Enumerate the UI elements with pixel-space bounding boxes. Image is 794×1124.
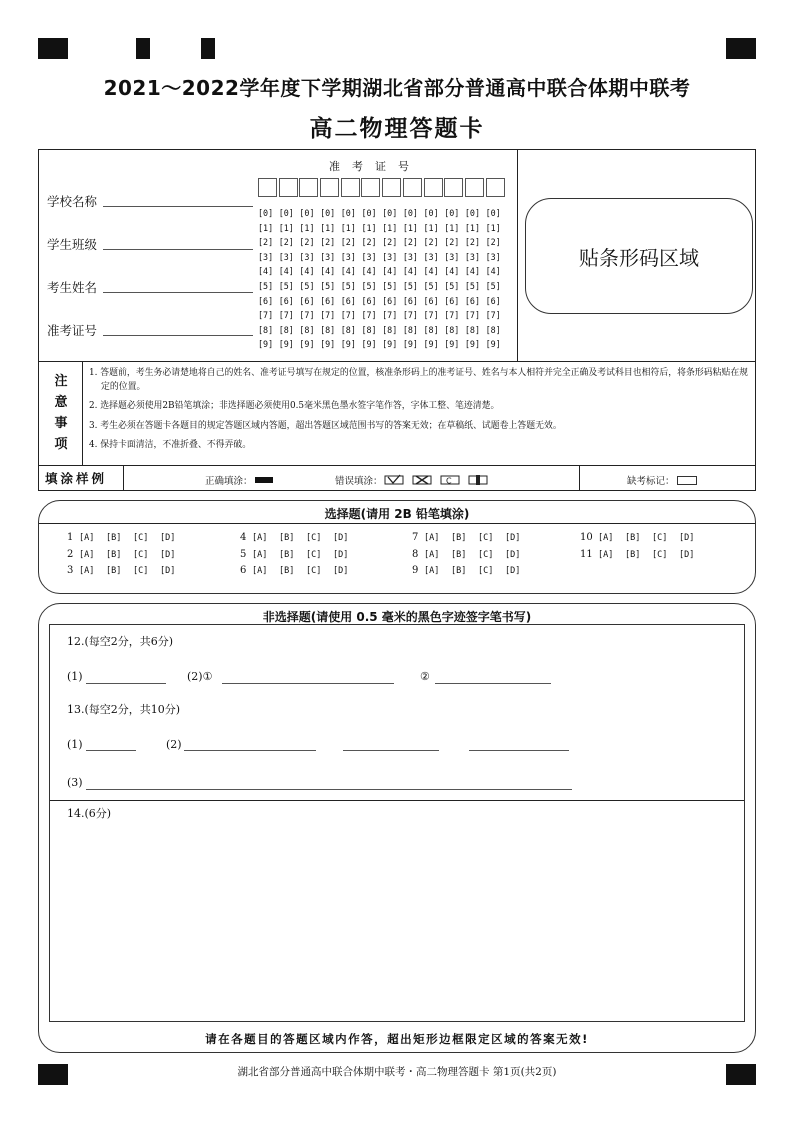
choice-question-number: 7 [412, 532, 419, 543]
digit-bubble[interactable]: [5] [278, 280, 294, 291]
digit-bubble[interactable]: [7] [278, 310, 294, 321]
choice-question-number: 5 [240, 548, 247, 560]
card-title: 高二物理答题卡 [309, 116, 485, 142]
digit-bubble[interactable]: [5] [423, 280, 439, 291]
digit-bubble[interactable]: [9] [278, 339, 294, 350]
digit-bubble[interactable]: [0] [320, 208, 336, 218]
student-name-field[interactable] [47, 278, 97, 296]
digit-bubble[interactable]: [6] [299, 295, 315, 306]
choice-column-4[interactable] [580, 530, 706, 563]
digit-bubble[interactable]: [0] [423, 208, 439, 218]
alignment-mark-top-right [726, 38, 756, 59]
digit-bubble[interactable]: [2] [258, 237, 274, 248]
digit-bubble[interactable]: [6] [361, 295, 377, 306]
digit-bubble[interactable]: [2] [485, 237, 501, 248]
digit-bubble[interactable]: [9] [299, 339, 315, 350]
student-class-field[interactable] [47, 235, 97, 253]
choice-question-number: 8 [412, 548, 419, 560]
choice-option-bubble[interactable]: [D] [679, 549, 695, 560]
choice-option-bubble[interactable]: [C] [652, 533, 668, 543]
alignment-mark-top-left [38, 38, 68, 59]
exam-number-digit-row [258, 279, 506, 294]
choice-option-bubble[interactable]: [D] [333, 566, 349, 576]
digit-bubble[interactable]: [4] [402, 266, 418, 277]
choice-option-bubble[interactable]: [C] [478, 533, 494, 543]
digit-bubble[interactable]: [8] [402, 324, 418, 335]
q13-part1-label: (1) [67, 738, 83, 751]
divider [39, 465, 755, 466]
exam-number-field[interactable] [47, 321, 97, 339]
answer-area-warning: 请在各题目的答题区域内作答，超出矩形边框限定区域的答案无效! [205, 1032, 589, 1046]
digit-bubble[interactable]: [1] [444, 222, 460, 233]
choice-question-number: 1 [67, 532, 74, 543]
digit-bubble[interactable]: [3] [299, 251, 315, 262]
digit-bubble[interactable]: [2] [402, 237, 418, 248]
digit-bubble[interactable]: [9] [258, 339, 274, 350]
digit-bubble[interactable]: [0] [464, 208, 481, 218]
choice-option-bubble[interactable]: [D] [679, 533, 695, 543]
digit-bubble[interactable]: [7] [382, 310, 398, 321]
digit-bubble[interactable]: [8] [485, 324, 501, 335]
digit-bubble[interactable]: [4] [340, 266, 356, 277]
school-name-label: 学校名称 [47, 194, 98, 209]
exam-number-label: 准考证号 [47, 323, 98, 338]
header-box [38, 149, 756, 491]
divider [50, 800, 744, 801]
choice-option-bubble[interactable]: [A] [252, 566, 268, 576]
choice-option-bubble[interactable]: [B] [106, 549, 122, 560]
digit-bubble[interactable]: [4] [444, 266, 460, 277]
digit-bubble[interactable]: [4] [258, 266, 274, 277]
q12-part3-label: ② [420, 670, 430, 683]
digit-bubble[interactable]: [6] [402, 295, 418, 306]
choice-option-bubble[interactable]: [A] [252, 533, 268, 543]
digit-bubble[interactable]: [2] [464, 237, 481, 248]
choice-option-bubble[interactable]: [D] [333, 549, 349, 560]
absent-mark-box[interactable] [677, 476, 697, 485]
digit-bubble[interactable]: [3] [361, 251, 377, 262]
notice-item: 4. 保持卡面清洁，不准折叠、不得弄破。 [89, 440, 252, 450]
digit-bubble[interactable]: [0] [340, 208, 356, 218]
exam-number-digit-box[interactable] [299, 178, 318, 197]
digit-bubble[interactable]: [7] [444, 310, 460, 321]
choice-option-bubble[interactable]: [B] [279, 566, 295, 576]
exam-number-digit-row [258, 308, 506, 323]
choice-question-row [67, 563, 187, 580]
digit-bubble[interactable]: [2] [320, 237, 336, 248]
choice-option-bubble[interactable]: [A] [424, 549, 440, 560]
digit-bubble[interactable]: [7] [423, 310, 439, 321]
choice-option-bubble[interactable]: [D] [160, 566, 176, 576]
digit-bubble[interactable]: [9] [361, 339, 377, 350]
digit-bubble[interactable]: [0] [444, 208, 460, 218]
digit-bubble[interactable]: [9] [402, 339, 418, 350]
choice-question-number: 9 [412, 565, 419, 576]
digit-bubble[interactable]: [3] [382, 251, 398, 262]
q13-part3-label: (3) [67, 776, 83, 789]
choice-option-bubble[interactable]: [B] [106, 533, 122, 543]
choice-option-bubble[interactable]: [D] [505, 549, 521, 560]
nonchoice-section-title: 非选择题(请使用 0.5 毫米的黑色字迹签字笔书写) [262, 610, 532, 624]
exam-number-digit-row [258, 264, 506, 279]
digit-bubble[interactable]: [7] [485, 310, 501, 321]
digit-bubble[interactable]: [9] [444, 339, 460, 350]
q12-part1-blank[interactable] [86, 683, 166, 684]
digit-bubble[interactable]: [8] [423, 324, 439, 335]
q14-answer-area[interactable] [56, 822, 738, 1014]
digit-bubble[interactable]: [8] [320, 324, 336, 335]
exam-number-digit-box[interactable] [424, 178, 443, 197]
digit-bubble[interactable]: [8] [361, 324, 377, 335]
choice-option-bubble[interactable]: [D] [160, 533, 176, 543]
digit-bubble[interactable]: [8] [340, 324, 356, 335]
choice-option-bubble[interactable]: [C] [133, 533, 149, 543]
choice-option-bubble[interactable]: [D] [333, 533, 349, 543]
q13-heading: 13.(每空2分，共10分) [67, 703, 181, 716]
wrong-fill-label: 错误填涂： [335, 476, 383, 487]
digit-bubble[interactable]: [9] [485, 339, 501, 350]
choice-question-number: 3 [67, 565, 74, 576]
digit-bubble[interactable]: [7] [258, 310, 274, 321]
divider [123, 465, 124, 490]
digit-bubble[interactable]: [0] [402, 208, 418, 218]
digit-bubble[interactable]: [3] [278, 251, 294, 262]
digit-bubble[interactable]: [5] [382, 280, 398, 291]
q13-part3-blank[interactable] [86, 789, 572, 790]
digit-bubble[interactable]: [4] [361, 266, 377, 277]
choice-option-bubble[interactable]: [B] [451, 566, 467, 576]
digit-bubble[interactable]: [2] [444, 237, 460, 248]
q13-part2-label: (2) [166, 738, 182, 751]
choice-option-bubble[interactable]: [C] [478, 549, 494, 560]
exam-number-bubble-grid[interactable] [258, 206, 506, 352]
digit-bubble[interactable]: [9] [340, 339, 356, 350]
choice-column-1[interactable] [67, 530, 187, 580]
fill-example-label: 填涂样例 [45, 471, 108, 486]
exam-number-digit-row [258, 337, 506, 352]
digit-bubble[interactable]: [7] [320, 310, 336, 321]
choice-question-number: 11 [580, 548, 593, 560]
notice-label [39, 363, 83, 463]
exam-number-digit-row [258, 323, 506, 338]
exam-number-digit-box[interactable] [465, 178, 484, 197]
divider [517, 150, 518, 361]
digit-bubble[interactable]: [6] [382, 295, 398, 306]
digit-bubble[interactable]: [1] [423, 222, 439, 233]
choice-option-bubble[interactable]: [C] [306, 533, 322, 543]
exam-number-digit-row [258, 221, 506, 236]
digit-bubble[interactable]: [9] [320, 339, 336, 350]
q12-part1-label: (1) [67, 670, 83, 683]
digit-bubble[interactable]: [3] [464, 251, 481, 262]
choice-question-row [412, 547, 532, 564]
digit-bubble[interactable]: [3] [485, 251, 501, 262]
digit-bubble[interactable]: [0] [258, 208, 274, 218]
digit-bubble[interactable]: [3] [423, 251, 439, 262]
digit-bubble[interactable]: [0] [278, 208, 294, 218]
digit-bubble[interactable]: [7] [340, 310, 356, 321]
q12-part2-blank[interactable] [222, 683, 394, 684]
digit-bubble[interactable]: [1] [278, 222, 294, 233]
digit-bubble[interactable]: [1] [361, 222, 377, 233]
digit-bubble[interactable]: [5] [485, 280, 501, 291]
choice-question-row [67, 530, 187, 547]
digit-bubble[interactable]: [6] [278, 295, 294, 306]
choice-option-bubble[interactable]: [B] [625, 533, 641, 543]
digit-bubble[interactable]: [0] [361, 208, 377, 218]
digit-bubble[interactable]: [7] [464, 310, 481, 321]
divider [39, 523, 755, 524]
digit-bubble[interactable]: [3] [258, 251, 274, 262]
notice-item: 1. 答题前，考生务必请楚地将自己的姓名、准考证号填写在规定的位置，核准条形码上的准考证号、姓名与本人相符并完全正确及考试科目也相符后，将条形码粘贴在规定的位置。 [89, 368, 749, 392]
digit-bubble[interactable]: [9] [423, 339, 439, 350]
digit-bubble[interactable]: [0] [382, 208, 398, 218]
digit-bubble[interactable]: [6] [258, 295, 274, 306]
exam-number-digit-row [258, 235, 506, 250]
digit-bubble[interactable]: [4] [485, 266, 501, 277]
choice-option-bubble[interactable]: [C] [133, 549, 149, 560]
choice-option-bubble[interactable]: [B] [279, 533, 295, 543]
choice-option-bubble[interactable]: [C] [133, 566, 149, 576]
digit-bubble[interactable]: [0] [485, 208, 501, 218]
exam-title: 2021～2022学年度下学期湖北省部分普通高中联合体期中联考 [103, 76, 691, 100]
choice-question-row [240, 530, 360, 547]
digit-bubble[interactable]: [4] [464, 266, 481, 277]
digit-bubble[interactable]: [5] [444, 280, 460, 291]
digit-bubble[interactable]: [9] [382, 339, 398, 350]
choice-question-row [67, 547, 187, 564]
filled-bubble-icon [255, 477, 273, 483]
digit-bubble[interactable]: [5] [340, 280, 356, 291]
digit-bubble[interactable]: [2] [423, 237, 439, 248]
digit-bubble[interactable]: [4] [423, 266, 439, 277]
digit-bubble[interactable]: [6] [485, 295, 501, 306]
choice-question-row [240, 547, 360, 564]
alignment-mark-top-3 [201, 38, 215, 59]
notice-item: 2. 选择题必须使用2B铅笔填涂；非选择题必须使用0.5毫米黑色墨水签字笔作答，字体工整、笔迹清楚。 [89, 401, 500, 411]
digit-bubble[interactable]: [1] [340, 222, 356, 233]
digit-bubble[interactable]: [2] [340, 237, 356, 248]
q13-part2-blank-1[interactable] [184, 750, 316, 751]
digit-bubble[interactable]: [3] [444, 251, 460, 262]
digit-bubble[interactable]: [6] [423, 295, 439, 306]
choice-option-bubble[interactable]: [A] [252, 549, 268, 560]
choice-question-number: 4 [240, 532, 247, 543]
digit-bubble[interactable]: [4] [299, 266, 315, 277]
choice-option-bubble[interactable]: [B] [106, 566, 122, 576]
choice-option-bubble[interactable]: [D] [505, 533, 521, 543]
choice-column-2[interactable] [240, 530, 360, 580]
wrong-fill-icons [383, 474, 493, 486]
choice-option-bubble[interactable]: [C] [652, 549, 668, 560]
choice-column-3[interactable] [412, 530, 532, 580]
digit-bubble[interactable]: [7] [361, 310, 377, 321]
choice-question-number: 6 [240, 565, 247, 576]
digit-bubble[interactable]: [3] [320, 251, 336, 262]
choice-option-bubble[interactable]: [B] [279, 549, 295, 560]
q14-heading: 14.(6分) [67, 807, 112, 820]
exam-number-boxes [258, 178, 506, 197]
digit-bubble[interactable]: [2] [382, 237, 398, 248]
digit-bubble[interactable]: [1] [258, 222, 274, 233]
choice-section-title: 选择题(请用 2B 铅笔填涂) [324, 507, 470, 521]
digit-bubble[interactable]: [3] [402, 251, 418, 262]
choice-option-bubble[interactable]: [B] [625, 549, 641, 560]
digit-bubble[interactable]: [7] [402, 310, 418, 321]
exam-number-digit-box[interactable] [320, 178, 339, 197]
digit-bubble[interactable]: [7] [299, 310, 315, 321]
digit-bubble[interactable]: [8] [382, 324, 398, 335]
digit-bubble[interactable]: [6] [320, 295, 336, 306]
choice-option-bubble[interactable]: [A] [79, 533, 95, 543]
exam-number-digit-box[interactable] [258, 178, 277, 197]
digit-bubble[interactable]: [1] [382, 222, 398, 233]
student-class-label: 学生班级 [47, 237, 98, 252]
digit-bubble[interactable]: [0] [299, 208, 315, 218]
choice-option-bubble[interactable]: [D] [505, 566, 521, 576]
digit-bubble[interactable]: [1] [464, 222, 481, 233]
digit-bubble[interactable]: [6] [464, 295, 481, 306]
exam-number-digit-row [258, 294, 506, 309]
digit-bubble[interactable]: [2] [361, 237, 377, 248]
choice-option-bubble[interactable]: [A] [598, 549, 614, 560]
exam-number-digit-box[interactable] [382, 178, 401, 197]
exam-number-digit-row [258, 250, 506, 265]
exam-number-digit-box[interactable] [361, 178, 380, 197]
choice-question-row [580, 547, 706, 564]
choice-option-bubble[interactable]: [C] [478, 566, 494, 576]
digit-bubble[interactable]: [1] [402, 222, 418, 233]
notice-label-char: 注 [54, 374, 68, 389]
notice-label-char: 意 [54, 395, 68, 410]
choice-option-bubble[interactable]: [C] [306, 549, 322, 560]
q12-heading: 12.(每空2分，共6分) [67, 635, 174, 648]
digit-bubble[interactable]: [2] [299, 237, 315, 248]
student-name-label: 考生姓名 [47, 280, 98, 295]
digit-bubble[interactable]: [4] [320, 266, 336, 277]
choice-option-bubble[interactable]: [A] [79, 566, 95, 576]
absent-mark-example [627, 473, 697, 487]
correct-fill-label: 正确填涂： [205, 476, 253, 487]
choice-option-bubble[interactable]: [A] [598, 533, 614, 543]
exam-number-digit-row [258, 206, 506, 221]
choice-option-bubble[interactable]: [B] [451, 549, 467, 560]
page-footer: 湖北省部分普通高中联合体期中联考・高二物理答题卡 第1页(共2页) [237, 1066, 557, 1078]
digit-bubble[interactable]: [1] [320, 222, 336, 233]
choice-question-row [412, 563, 532, 580]
digit-bubble[interactable]: [8] [464, 324, 481, 335]
correct-fill-example [205, 473, 273, 487]
exam-number-grid-title: 准考证号 [329, 160, 421, 173]
digit-bubble[interactable]: [3] [340, 251, 356, 262]
digit-bubble[interactable]: [4] [278, 266, 294, 277]
exam-number-digit-box[interactable] [444, 178, 463, 197]
q12-part3-blank[interactable] [435, 683, 551, 684]
notice-label-char: 事 [54, 416, 68, 431]
digit-bubble[interactable]: [5] [361, 280, 377, 291]
digit-bubble[interactable]: [8] [444, 324, 460, 335]
q13-part2-blank-3[interactable] [469, 750, 569, 751]
digit-bubble[interactable]: [6] [444, 295, 460, 306]
school-name-field[interactable] [47, 192, 97, 210]
choice-question-row [240, 563, 360, 580]
choice-option-bubble[interactable]: [C] [306, 566, 322, 576]
digit-bubble[interactable]: [5] [258, 280, 274, 291]
choice-question-number: 10 [580, 532, 593, 543]
exam-number-digit-box[interactable] [279, 178, 298, 197]
exam-number-digit-box[interactable] [403, 178, 422, 197]
exam-number-digit-box[interactable] [486, 178, 505, 197]
svg-text:C: C [445, 476, 452, 486]
choice-option-bubble[interactable]: [A] [79, 549, 95, 560]
digit-bubble[interactable]: [5] [464, 280, 481, 291]
digit-bubble[interactable]: [8] [258, 324, 274, 335]
choice-option-bubble[interactable]: [A] [424, 566, 440, 576]
exam-number-digit-box[interactable] [341, 178, 360, 197]
choice-question-row [580, 530, 706, 547]
digit-bubble[interactable]: [8] [278, 324, 294, 335]
notice-list [89, 367, 751, 459]
choice-question-row [412, 530, 532, 547]
alignment-mark-top-2 [136, 38, 150, 59]
divider [39, 361, 755, 362]
digit-bubble[interactable]: [2] [278, 237, 294, 248]
choice-option-bubble[interactable]: [D] [160, 549, 176, 560]
digit-bubble[interactable]: [5] [320, 280, 336, 291]
digit-bubble[interactable]: [1] [485, 222, 501, 233]
q13-part2-blank-2[interactable] [343, 750, 439, 751]
digit-bubble[interactable]: [6] [340, 295, 356, 306]
digit-bubble[interactable]: [4] [382, 266, 398, 277]
barcode-area: 贴条形码区域 [525, 198, 753, 314]
digit-bubble[interactable]: [1] [299, 222, 315, 233]
q13-part1-blank[interactable] [86, 750, 136, 751]
q12-part2-label: (2)① [187, 670, 213, 683]
notice-item: 3. 考生必须在答题卡各题目的规定答题区域内答题，超出答题区域范围书写的答案无效；在草稿纸、试题卷上答题无效。 [89, 420, 562, 431]
digit-bubble[interactable]: [8] [299, 324, 315, 335]
digit-bubble[interactable]: [5] [402, 280, 418, 291]
wrong-fill-example [335, 473, 493, 487]
divider [579, 465, 580, 490]
digit-bubble[interactable]: [5] [299, 280, 315, 291]
choice-question-number: 2 [67, 548, 74, 560]
choice-option-bubble[interactable]: [B] [451, 533, 467, 543]
notice-label-char: 项 [54, 437, 68, 452]
absent-mark-label: 缺考标记： [627, 476, 675, 487]
choice-option-bubble[interactable]: [A] [424, 533, 440, 543]
digit-bubble[interactable]: [9] [464, 339, 481, 350]
